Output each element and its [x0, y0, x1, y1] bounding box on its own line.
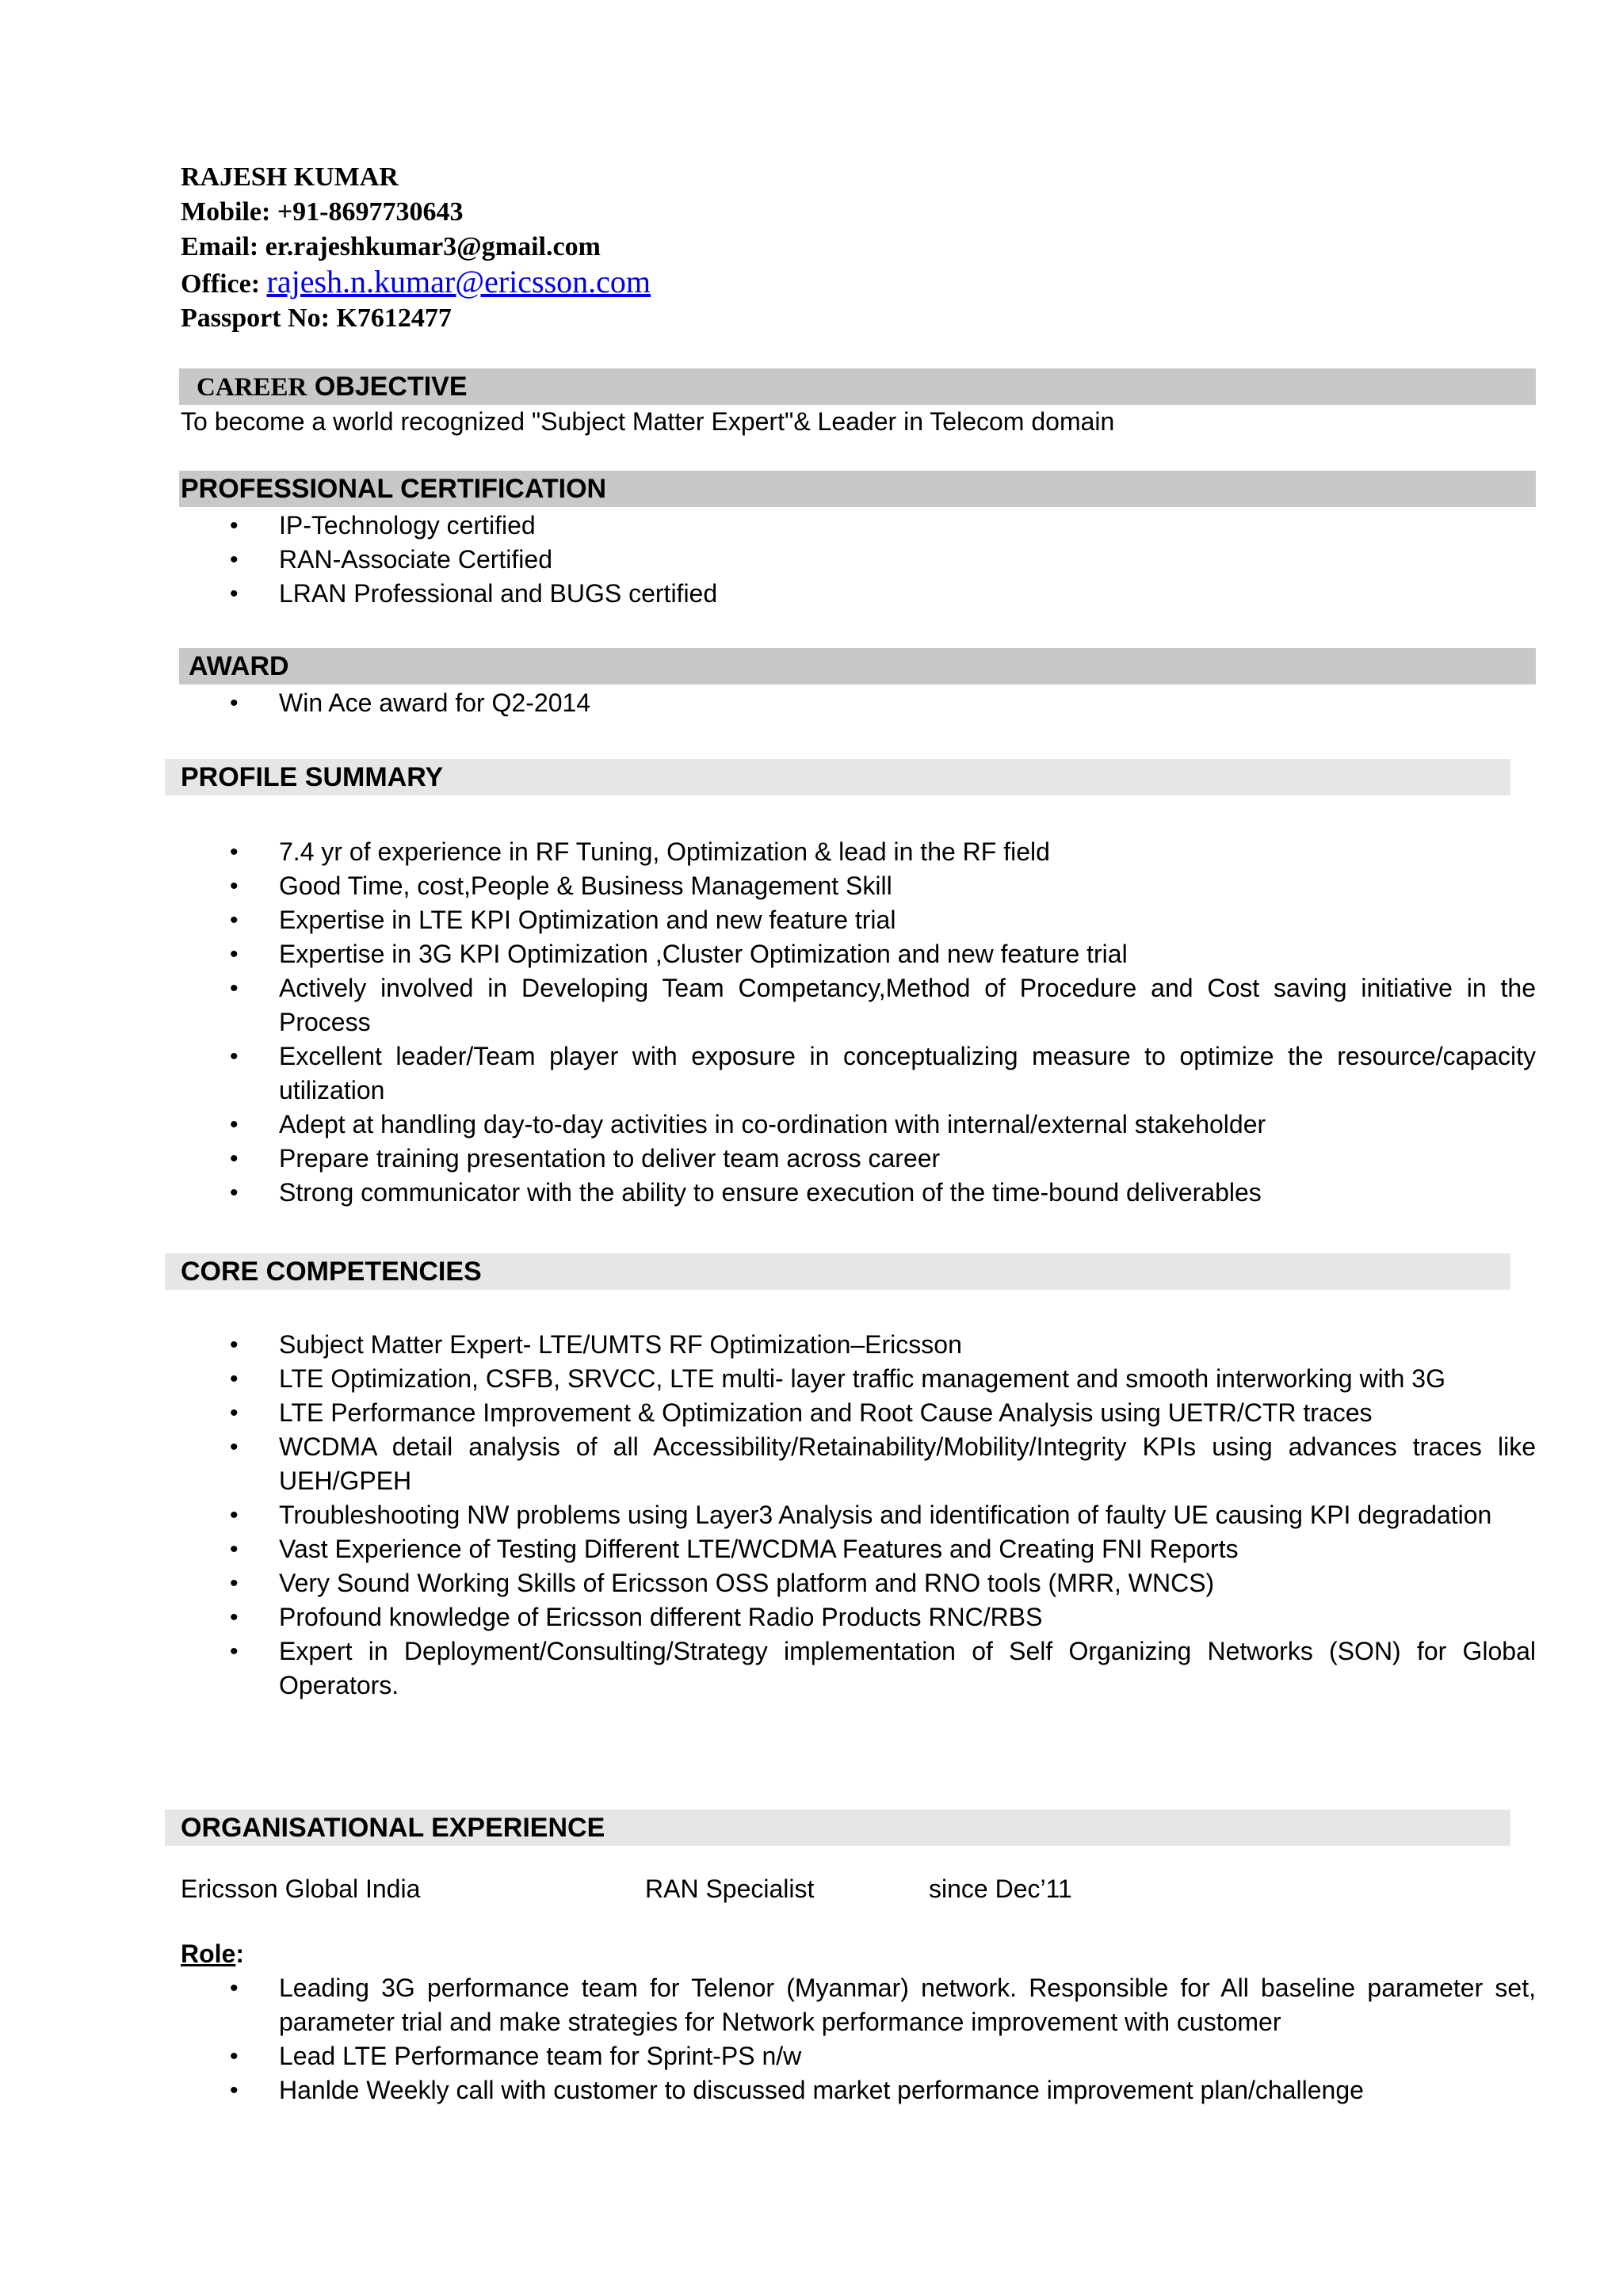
- list-item-text: Expertise in 3G KPI Optimization ,Cluster Optimization and new feature trial: [279, 940, 1128, 968]
- list-item-text: RAN-Associate Certified: [279, 545, 552, 574]
- profile-summary-heading: PROFILE SUMMARY: [181, 762, 444, 792]
- award-list: [0, 686, 1623, 720]
- bullet-icon: •: [230, 1043, 239, 1070]
- bullet-icon: •: [230, 1366, 239, 1392]
- list-item-text: Hanlde Weekly call with customer to discussed market performance improvement plan/challenge: [279, 2076, 1364, 2104]
- email-label: Email:: [181, 232, 259, 261]
- list-item-text: Leading 3G performance team for Telenor (Myanmar) network. Responsible for All baseline parameter set, parameter trial and make strategies for Network performance improvement with customer: [279, 1974, 1536, 2036]
- list-item: [0, 1176, 1623, 1210]
- bullet-icon: •: [230, 1536, 239, 1562]
- experience-heading: ORGANISATIONAL EXPERIENCE: [181, 1813, 605, 1843]
- list-item: [0, 577, 1623, 611]
- list-item-text: Actively involved in Developing Team Competancy,Method of Procedure and Cost saving initiative in the Process: [279, 974, 1536, 1036]
- list-item: [0, 1108, 1623, 1142]
- list-item-text: 7.4 yr of experience in RF Tuning, Optimization & lead in the RF field: [279, 837, 1050, 866]
- bullet-icon: •: [230, 1604, 239, 1630]
- candidate-name: RAJESH KUMAR: [181, 162, 399, 192]
- core-competencies-list: [0, 1328, 1623, 1703]
- list-item: [0, 1566, 1623, 1600]
- list-item-text: LTE Optimization, CSFB, SRVCC, LTE multi- layer traffic management and smooth interworking with 3G: [279, 1364, 1445, 1393]
- bullet-icon: •: [230, 1570, 239, 1596]
- bullet-icon: •: [230, 907, 239, 933]
- list-item-text: Troubleshooting NW problems using Layer3 Analysis and identification of faulty UE causing KPI degradation: [279, 1501, 1492, 1529]
- career-objective-text: To become a world recognized "Subject Matter Expert"& Leader in Telecom domain: [181, 407, 1115, 436]
- list-item-text: Profound knowledge of Ericsson different Radio Products RNC/RBS: [279, 1603, 1043, 1631]
- list-item-text: Adept at handling day-to-day activities in co-ordination with internal/external stakeholder: [279, 1110, 1266, 1138]
- employment-since: since Dec’11: [929, 1875, 1072, 1903]
- list-item: [0, 686, 1623, 720]
- certification-heading: PROFESSIONAL CERTIFICATION: [181, 474, 607, 504]
- bullet-icon: •: [230, 873, 239, 899]
- list-item: [0, 1430, 1623, 1498]
- office-label: Office:: [181, 269, 261, 299]
- bullet-icon: •: [230, 1146, 239, 1172]
- core-competencies-heading: CORE COMPETENCIES: [181, 1257, 482, 1287]
- bullet-icon: •: [230, 513, 239, 539]
- list-item: [0, 937, 1623, 971]
- certification-list: [0, 509, 1623, 611]
- bullet-icon: •: [230, 1975, 239, 2001]
- list-item: [0, 1600, 1623, 1634]
- role-label-colon: :: [235, 1939, 244, 1968]
- career-objective-heading: [197, 368, 468, 406]
- list-item-text: Expert in Deployment/Consulting/Strategy implementation of Self Organizing Networks (SON) for Global Operators.: [279, 1637, 1536, 1699]
- list-item-text: Lead LTE Performance team for Sprint-PS n/w: [279, 2042, 802, 2070]
- company-name: Ericsson Global India: [181, 1875, 421, 1903]
- bullet-icon: •: [230, 1434, 239, 1460]
- passport-value: K7612477: [336, 303, 452, 333]
- list-item: [0, 2039, 1623, 2073]
- list-item: [0, 1498, 1623, 1532]
- mobile-line: [181, 195, 464, 230]
- bullet-icon: •: [230, 1112, 239, 1138]
- list-item-text: Win Ace award for Q2-2014: [279, 688, 591, 717]
- list-item: [0, 869, 1623, 903]
- bullet-icon: •: [230, 1180, 239, 1206]
- list-item-text: Excellent leader/Team player with exposure in conceptualizing measure to optimize the resource/capacity utilization: [279, 1042, 1536, 1104]
- list-item: [0, 835, 1623, 869]
- career-objective-heading-sans: OBJECTIVE: [314, 372, 468, 402]
- bullet-icon: •: [230, 1502, 239, 1528]
- award-heading-bar: [179, 648, 1536, 685]
- role-label-text: Role: [181, 1939, 236, 1968]
- list-item: [0, 971, 1623, 1039]
- list-item: [0, 1532, 1623, 1566]
- list-item: [0, 1142, 1623, 1176]
- list-item-text: Good Time, cost,People & Business Management Skill: [279, 871, 892, 900]
- bullet-icon: •: [230, 690, 239, 716]
- profile-summary-list: [0, 835, 1623, 1210]
- list-item-text: Vast Experience of Testing Different LTE/WCDMA Features and Creating FNI Reports: [279, 1535, 1239, 1563]
- bullet-icon: •: [230, 1400, 239, 1426]
- bullet-icon: •: [230, 581, 239, 607]
- list-item-text: LTE Performance Improvement & Optimization and Root Cause Analysis using UETR/CTR traces: [279, 1398, 1373, 1427]
- passport-label: Passport No:: [181, 303, 330, 333]
- list-item: [0, 1396, 1623, 1430]
- office-email-link[interactable]: rajesh.n.kumar@ericsson.com: [266, 264, 651, 299]
- bullet-icon: •: [230, 941, 239, 967]
- office-line: [181, 265, 651, 302]
- position-title: RAN Specialist: [645, 1875, 815, 1903]
- list-item: [0, 509, 1623, 543]
- bullet-icon: •: [230, 839, 239, 865]
- award-heading: AWARD: [189, 651, 289, 681]
- list-item-text: IP-Technology certified: [279, 511, 536, 540]
- list-item-text: LRAN Professional and BUGS certified: [279, 579, 718, 608]
- bullet-icon: •: [230, 1332, 239, 1358]
- list-item: [0, 1328, 1623, 1362]
- bullet-icon: •: [230, 1638, 239, 1665]
- mobile-label: Mobile:: [181, 197, 271, 227]
- list-item-text: Strong communicator with the ability to ensure execution of the time-bound deliverables: [279, 1178, 1262, 1207]
- email-value: er.rajeshkumar3@gmail.com: [265, 232, 601, 261]
- list-item-text: WCDMA detail analysis of all Accessibility/Retainability/Mobility/Integrity KPIs using advances traces like UEH/GPEH: [279, 1432, 1536, 1495]
- list-item-text: Expertise in LTE KPI Optimization and new feature trial: [279, 906, 896, 934]
- bullet-icon: •: [230, 975, 239, 1001]
- role-list: [0, 1971, 1623, 2107]
- email-line: [181, 230, 601, 265]
- list-item: [0, 1634, 1623, 1703]
- career-objective-heading-serif: CAREER: [197, 373, 307, 402]
- list-item: [0, 1971, 1623, 2039]
- role-label: [181, 1936, 244, 1971]
- bullet-icon: •: [230, 2077, 239, 2103]
- list-item: [0, 2073, 1623, 2107]
- list-item: [0, 1362, 1623, 1396]
- mobile-value: +91-8697730643: [277, 197, 464, 227]
- list-item-text: Subject Matter Expert- LTE/UMTS RF Optimization–Ericsson: [279, 1330, 962, 1359]
- bullet-icon: •: [230, 2043, 239, 2069]
- bullet-icon: •: [230, 547, 239, 573]
- passport-line: [181, 301, 452, 336]
- list-item: [0, 543, 1623, 577]
- list-item: [0, 903, 1623, 937]
- list-item-text: Very Sound Working Skills of Ericsson OSS platform and RNO tools (MRR, WNCS): [279, 1569, 1215, 1597]
- list-item-text: Prepare training presentation to deliver team across career: [279, 1144, 941, 1173]
- list-item: [0, 1039, 1623, 1108]
